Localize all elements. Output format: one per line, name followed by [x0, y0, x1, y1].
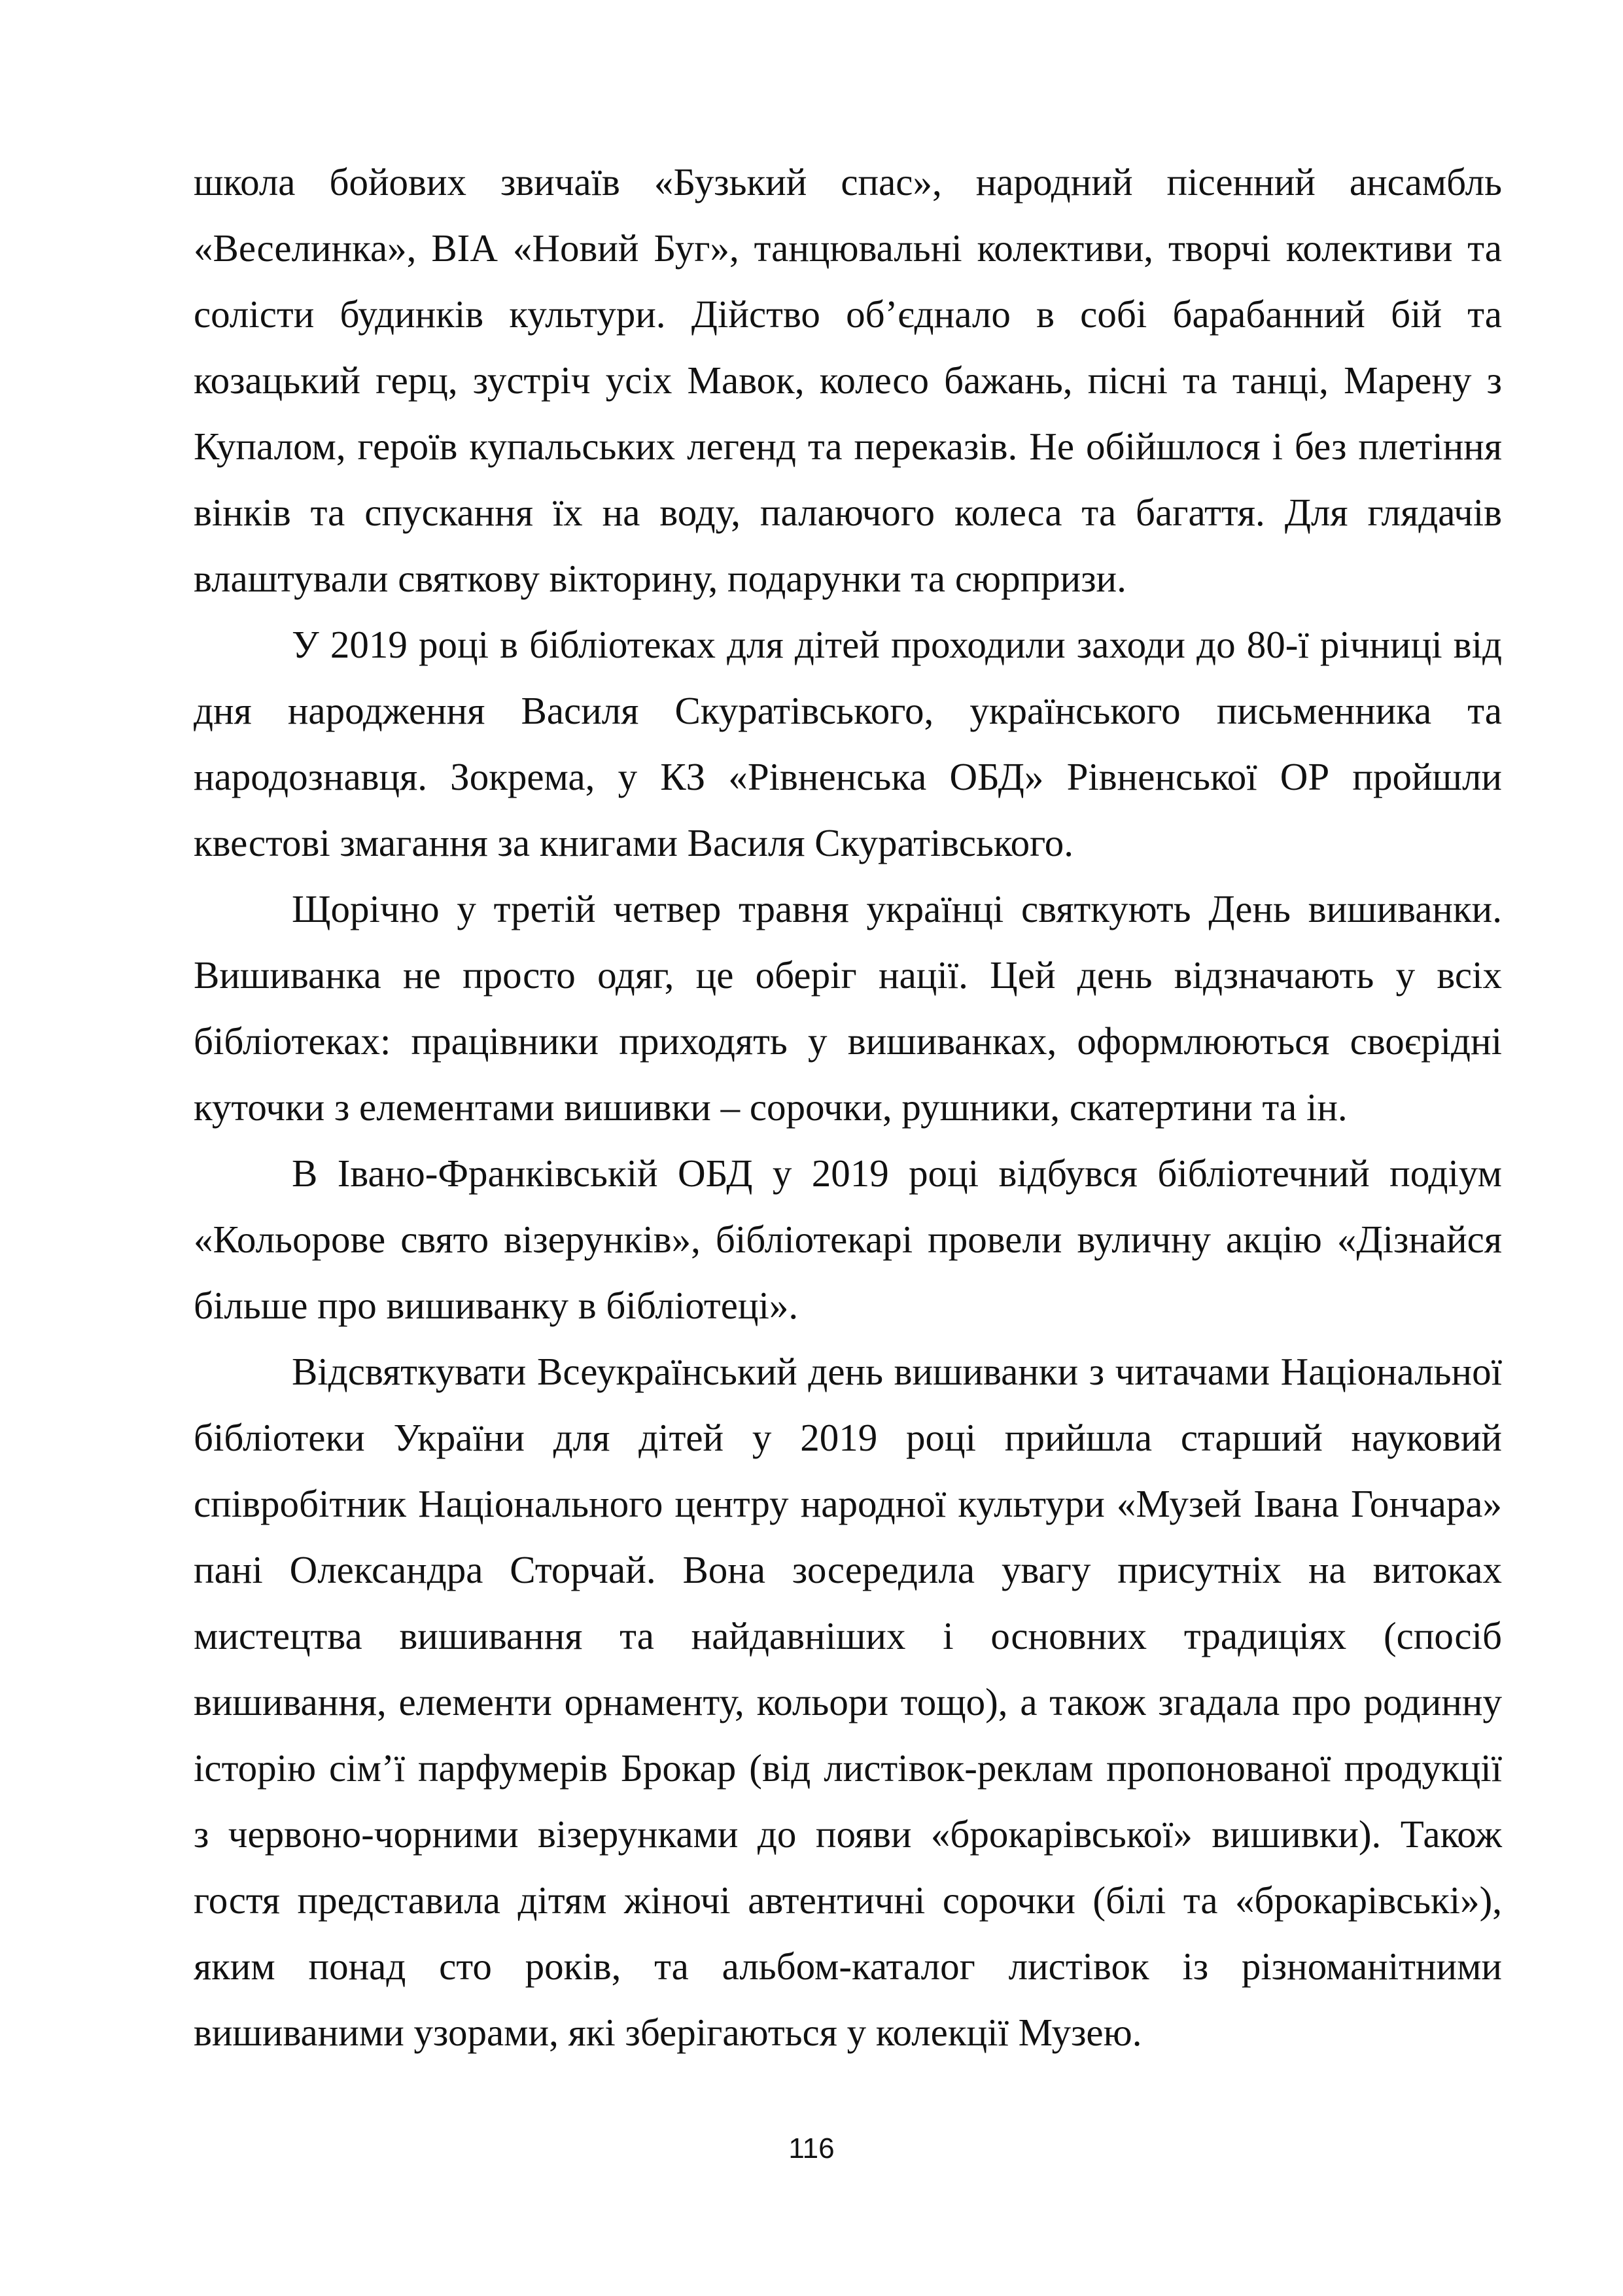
paragraph-skuratovsky: У 2019 році в бібліотеках для дітей проходили заходи до 80-ї річниці від дня народження Василя Скуратівського, українського письменника та народознавця. Зокрема, у КЗ «Рівненська ОБД» Рівненської ОР пройшли квестові змагання за книгами Василя Скуратівського. [194, 623, 1502, 864]
paragraph-national-library: Відсвяткувати Всеукраїнський день вишиванки з читачами Національної бібліотеки України для дітей у 2019 році прийшла старший науковий співробітник Національного центру народної культури «Музей Івана Гончара» пані Олександра Сторчай. Вона зосередила увагу присутніх на витоках мистецтва вишивання та найдавніших і основних традиціях (спосіб вишивання, елементи орнаменту, кольори тощо), а також згадала про родинну історію сім’ї парфумерів Брокар (від листівок-реклам пропонованої продукції з червоно-чорними візерунками до появи «брокарівської» вишивки). Також гостя представила дітям жіночі автентичні сорочки (білі та «брокарівські»), яким понад сто років, та альбом-каталог листівок із різноманітними вишиваними узорами, які зберігаються у колекції Музею. [194, 1350, 1502, 2054]
paragraph-ivano-frankivsk: В Івано-Франківській ОБД у 2019 році відбувся бібліотечний подіум «Кольорове свято візерунків», бібліотекарі провели вуличну акцію «Дізнайся більше про вишиванку в бібліотеці». [194, 1152, 1502, 1327]
paragraph-continuation: школа бойових звичаїв «Бузький спас», народний пісенний ансамбль «Веселинка», ВІА «Новий Буг», танцювальні колективи, творчі колективи та солісти будинків культури. Дійство об’єднало в собі барабанний бій та козацький герц, зустріч усіх Мавок, колесо бажань, пісні та танці, Марену з Купалом, героїв купальських легенд та переказів. Не обійшлося і без плетіння вінків та спускання їх на воду, палаючого колеса та багаття. Для глядачів влаштували святкову вікторину, подарунки та сюрпризи. [194, 160, 1502, 600]
page-number: 116 [788, 2132, 835, 2164]
document-body [194, 149, 1502, 2066]
paragraph-vyshyvanka-day: Щорічно у третій четвер травня українці святкують День вишиванки. Вишиванка не просто одяг, це оберіг нації. Цей день відзначають у всіх бібліотеках: працівники приходять у вишиванках, оформлюються своєрідні куточки з елементами вишивки – сорочки, рушники, скатертини та ін. [194, 887, 1502, 1129]
